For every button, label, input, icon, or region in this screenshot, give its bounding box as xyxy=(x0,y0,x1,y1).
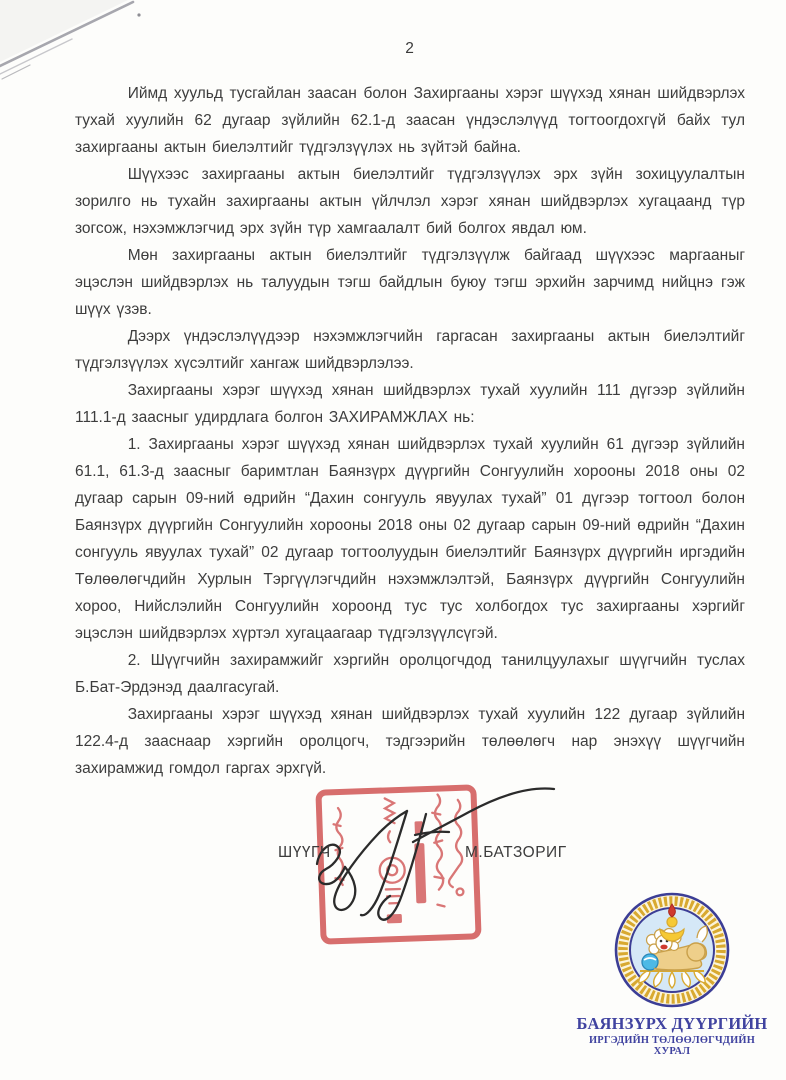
judge-name: М.БАТЗОРИГ xyxy=(465,844,567,861)
seal-org-name xyxy=(572,1014,772,1057)
signature-row xyxy=(0,838,786,868)
document-body xyxy=(75,80,745,782)
seal-org-name-line2: ИРГЭДИЙН ТӨЛӨӨЛӨГЧДИЙН ХУРАЛ xyxy=(589,1035,755,1057)
paragraph: Иймд хуульд тусгайлан заасан болон Захиргааны хэрэг шүүхэд хянан шийдвэрлэх тухай хуулийн 62 дугаар зүйлийн 62.1-д заасан үндэслэлүүд тогтоогдохгүй байх тул захиргааны актын биелэлтийг түдгэлзүүлэх нь зүйтэй байна. xyxy=(75,85,745,156)
paragraph: Захиргааны хэрэг шүүхэд хянан шийдвэрлэх тухай хуулийн 122 дугаар зүйлийн 122.4-д зааснаар хэргийн оролцогч, тэдгээрийн төлөөлөгч нар энэхүү шүүгчийн захирамжид гомдол гаргах эрхгүй. xyxy=(75,706,745,777)
judge-role-label: ШҮҮГЧ xyxy=(278,844,331,861)
seal-org-name-line1: БАЯНЗҮРХ ДҮҮРГИЙН xyxy=(576,1014,768,1033)
paragraph: Мөн захиргааны актын биелэлтийг түдгэлзүүлж байгаад шүүхээс маргааныг эцэслэн шийдвэрлэх нь талуудын тэгш байдлын буюу тэгш эрхийн зарчимд нийцнэ гэж шүүх үзэв. xyxy=(75,247,745,318)
seal-emblem xyxy=(610,892,734,1012)
paragraph: 1. Захиргааны хэрэг шүүхэд хянан шийдвэрлэх тухай хуулийн 61 дүгээр зүйлийн 61.1, 61.3-д заасныг баримтлан Баянзүрх дүүргийн Сонгуулийн хорооны 2018 оны 02 дугаар сарын 09-ний өдрийн “Дахин сонгууль явуулах тухай” 01 дүгээр тогтоол болон Баянзүрх дүүргийн Сонгуулийн хорооны 2018 оны 02 дугаар сарын 09-ний өдрийн “Дахин сонгууль явуулах тухай” 02 дугаар тогтоолуудын биелэлтийг Баянзүрх дүүргийн иргэдийн Төлөөлөгчдийн Хурлын Тэргүүлэгчдийн нэхэмжлэлтэй, Баянзүрх дүүргийн Сонгуулийн хороо, Нийслэлийн Сонгуулийн хороонд тус тус холбогдох тус захиргааны хэргийг эцэслэн шийдвэрлэх хүртэл хугацаагаар түдгэлзүүлсүгэй. xyxy=(75,436,745,642)
paragraph: Захиргааны хэрэг шүүхэд хянан шийдвэрлэх тухай хуулийн 111 дүгээр зүйлийн 111.1-д заасныг удирдлага болгон ЗАХИРАМЖЛАХ нь: xyxy=(75,382,745,426)
paragraph: 2. Шүүгчийн захирамжийг хэргийн оролцогчдод танилцуулахыг шүүгчийн туслах Б.Бат-Эрдэнэд даалгасугай. xyxy=(75,652,745,696)
paragraph: Шүүхээс захиргааны актын биелэлтийг түдгэлзүүлэх эрх зүйн зохицуулалтын зорилго нь тухайн захиргааны актын үйлчлэл хэрэг хянан шийдвэрлэх хугацаанд түр зогсож, нэхэмжлэгчид эрх зүйн түр хамгаалалт бий болгох явдал юм. xyxy=(75,166,745,237)
document-content xyxy=(75,40,745,782)
paragraph: Дээрх үндэслэлүүдээр нэхэмжлэгчийн гаргасан захиргааны актын биелэлтийг түдгэлзүүлэх хүсэлтийг хангаж шийдвэрлэлээ. xyxy=(75,328,745,372)
council-seal xyxy=(572,892,772,1057)
page-number: 2 xyxy=(405,40,415,57)
